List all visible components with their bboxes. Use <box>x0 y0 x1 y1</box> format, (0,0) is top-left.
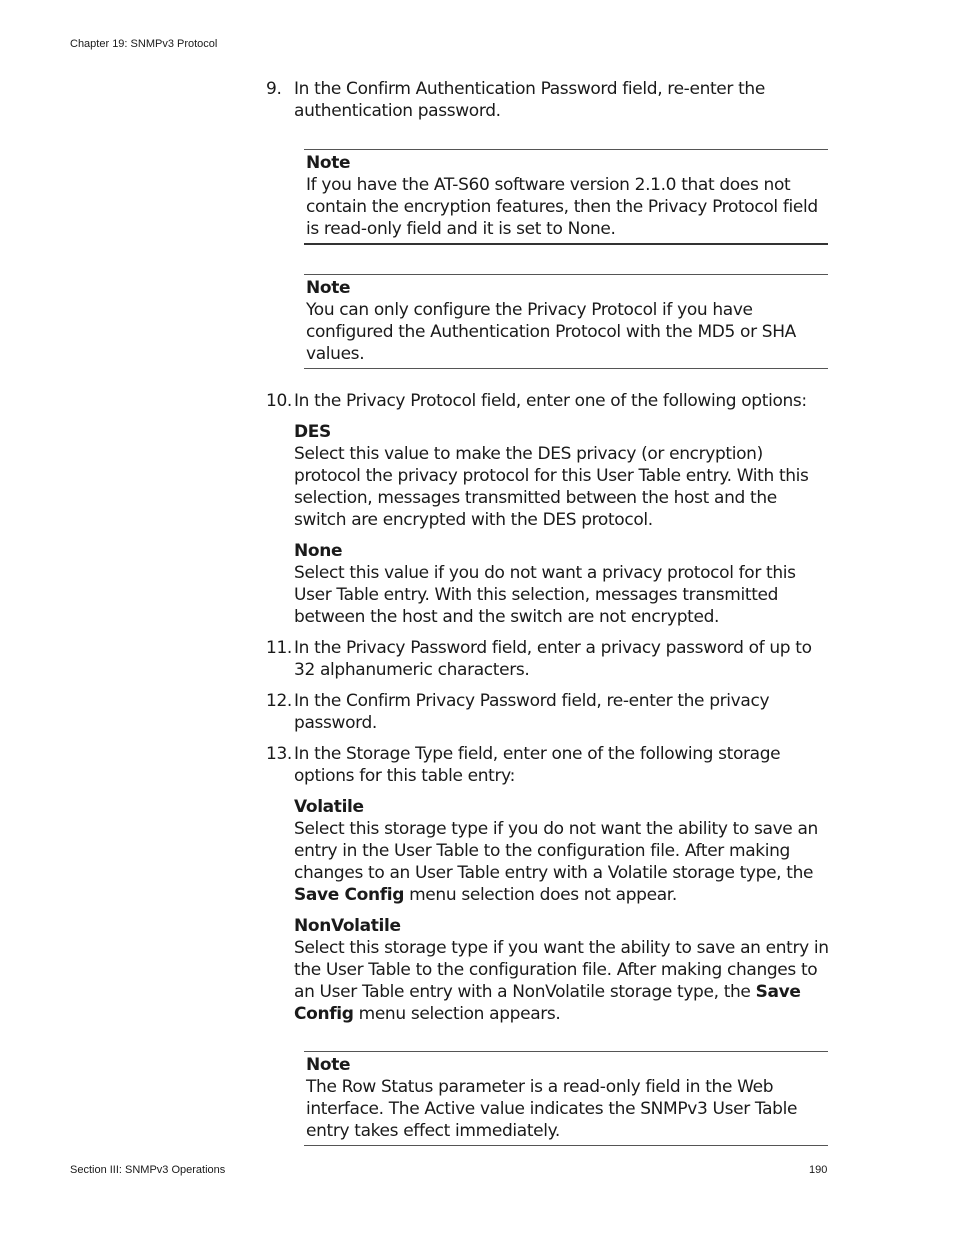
option-text-part: menu selection does not appear. <box>404 885 677 905</box>
option-text <box>294 937 830 1025</box>
note-text: If you have the AT-S60 software version 2.1.0 that does not contain the encryption features, then the Privacy Protocol field is read-only field and it is set to None. <box>306 175 818 239</box>
option-none <box>266 540 830 628</box>
step-number: 12. <box>266 691 292 711</box>
step-11 <box>266 637 830 681</box>
note-text: You can only configure the Privacy Protocol if you have configured the Authentication Protocol with the MD5 or SHA values. <box>306 300 796 364</box>
note-title: Note <box>306 153 351 173</box>
note-box <box>304 274 828 369</box>
option-des <box>266 421 830 531</box>
option-volatile <box>266 796 830 906</box>
note-box <box>304 1051 828 1146</box>
note-title: Note <box>306 278 351 298</box>
note-text: The Row Status parameter is a read-only field in the Web interface. The Active value indicates the SNMPv3 User Table entry takes effect immediately. <box>306 1077 798 1141</box>
step-text: In the Confirm Authentication Password field, re-enter the authentication password. <box>294 79 765 121</box>
step-12 <box>266 690 830 734</box>
step-number: 9. <box>266 79 282 99</box>
option-term: Volatile <box>294 797 364 817</box>
step-text: In the Confirm Privacy Password field, re-enter the privacy password. <box>294 691 770 733</box>
option-text: Select this value to make the DES privacy (or encryption) protocol the privacy protocol for this User Table entry. With this selection, messages transmitted between the host and the switch are encrypted with the DES protocol. <box>294 444 809 530</box>
option-text-part: Select this storage type if you want the ability to save an entry in the User Table to the configuration file. After making changes to an User Table entry with a NonVolatile storage type, the <box>294 938 829 1002</box>
menu-name: Save Config <box>294 982 801 1024</box>
option-term: NonVolatile <box>294 916 401 936</box>
running-footer-section: Section III: SNMPv3 Operations <box>70 1164 226 1176</box>
menu-name: Save Config <box>294 885 405 905</box>
option-text: Select this value if you do not want a privacy protocol for this User Table entry. With this selection, messages transmitted between the host and the switch are not encrypted. <box>294 563 796 627</box>
option-text-part: menu selection appears. <box>353 1004 561 1024</box>
option-term: None <box>294 541 343 561</box>
step-10 <box>266 390 830 412</box>
note-box <box>304 149 828 245</box>
option-text-part: Select this storage type if you do not want the ability to save an entry in the User Table to the configuration file. After making changes to an User Table entry with a Volatile storage type, the <box>294 819 818 883</box>
running-header: Chapter 19: SNMPv3 Protocol <box>70 38 218 50</box>
step-text: In the Storage Type field, enter one of the following storage options for this table entry: <box>294 744 781 786</box>
step-text: In the Privacy Password field, enter a privacy password of up to 32 alphanumeric characters. <box>294 638 812 680</box>
step-number: 10. <box>266 391 292 411</box>
step-text: In the Privacy Protocol field, enter one of the following options: <box>294 391 807 411</box>
page-number: 190 <box>809 1164 828 1176</box>
page-content <box>266 78 830 1146</box>
option-text <box>294 818 830 906</box>
step-13 <box>266 743 830 787</box>
step-number: 13. <box>266 744 292 764</box>
step-9 <box>266 78 830 122</box>
option-nonvolatile <box>266 915 830 1025</box>
note-title: Note <box>306 1055 351 1075</box>
step-number: 11. <box>266 638 292 658</box>
option-term: DES <box>294 422 331 442</box>
